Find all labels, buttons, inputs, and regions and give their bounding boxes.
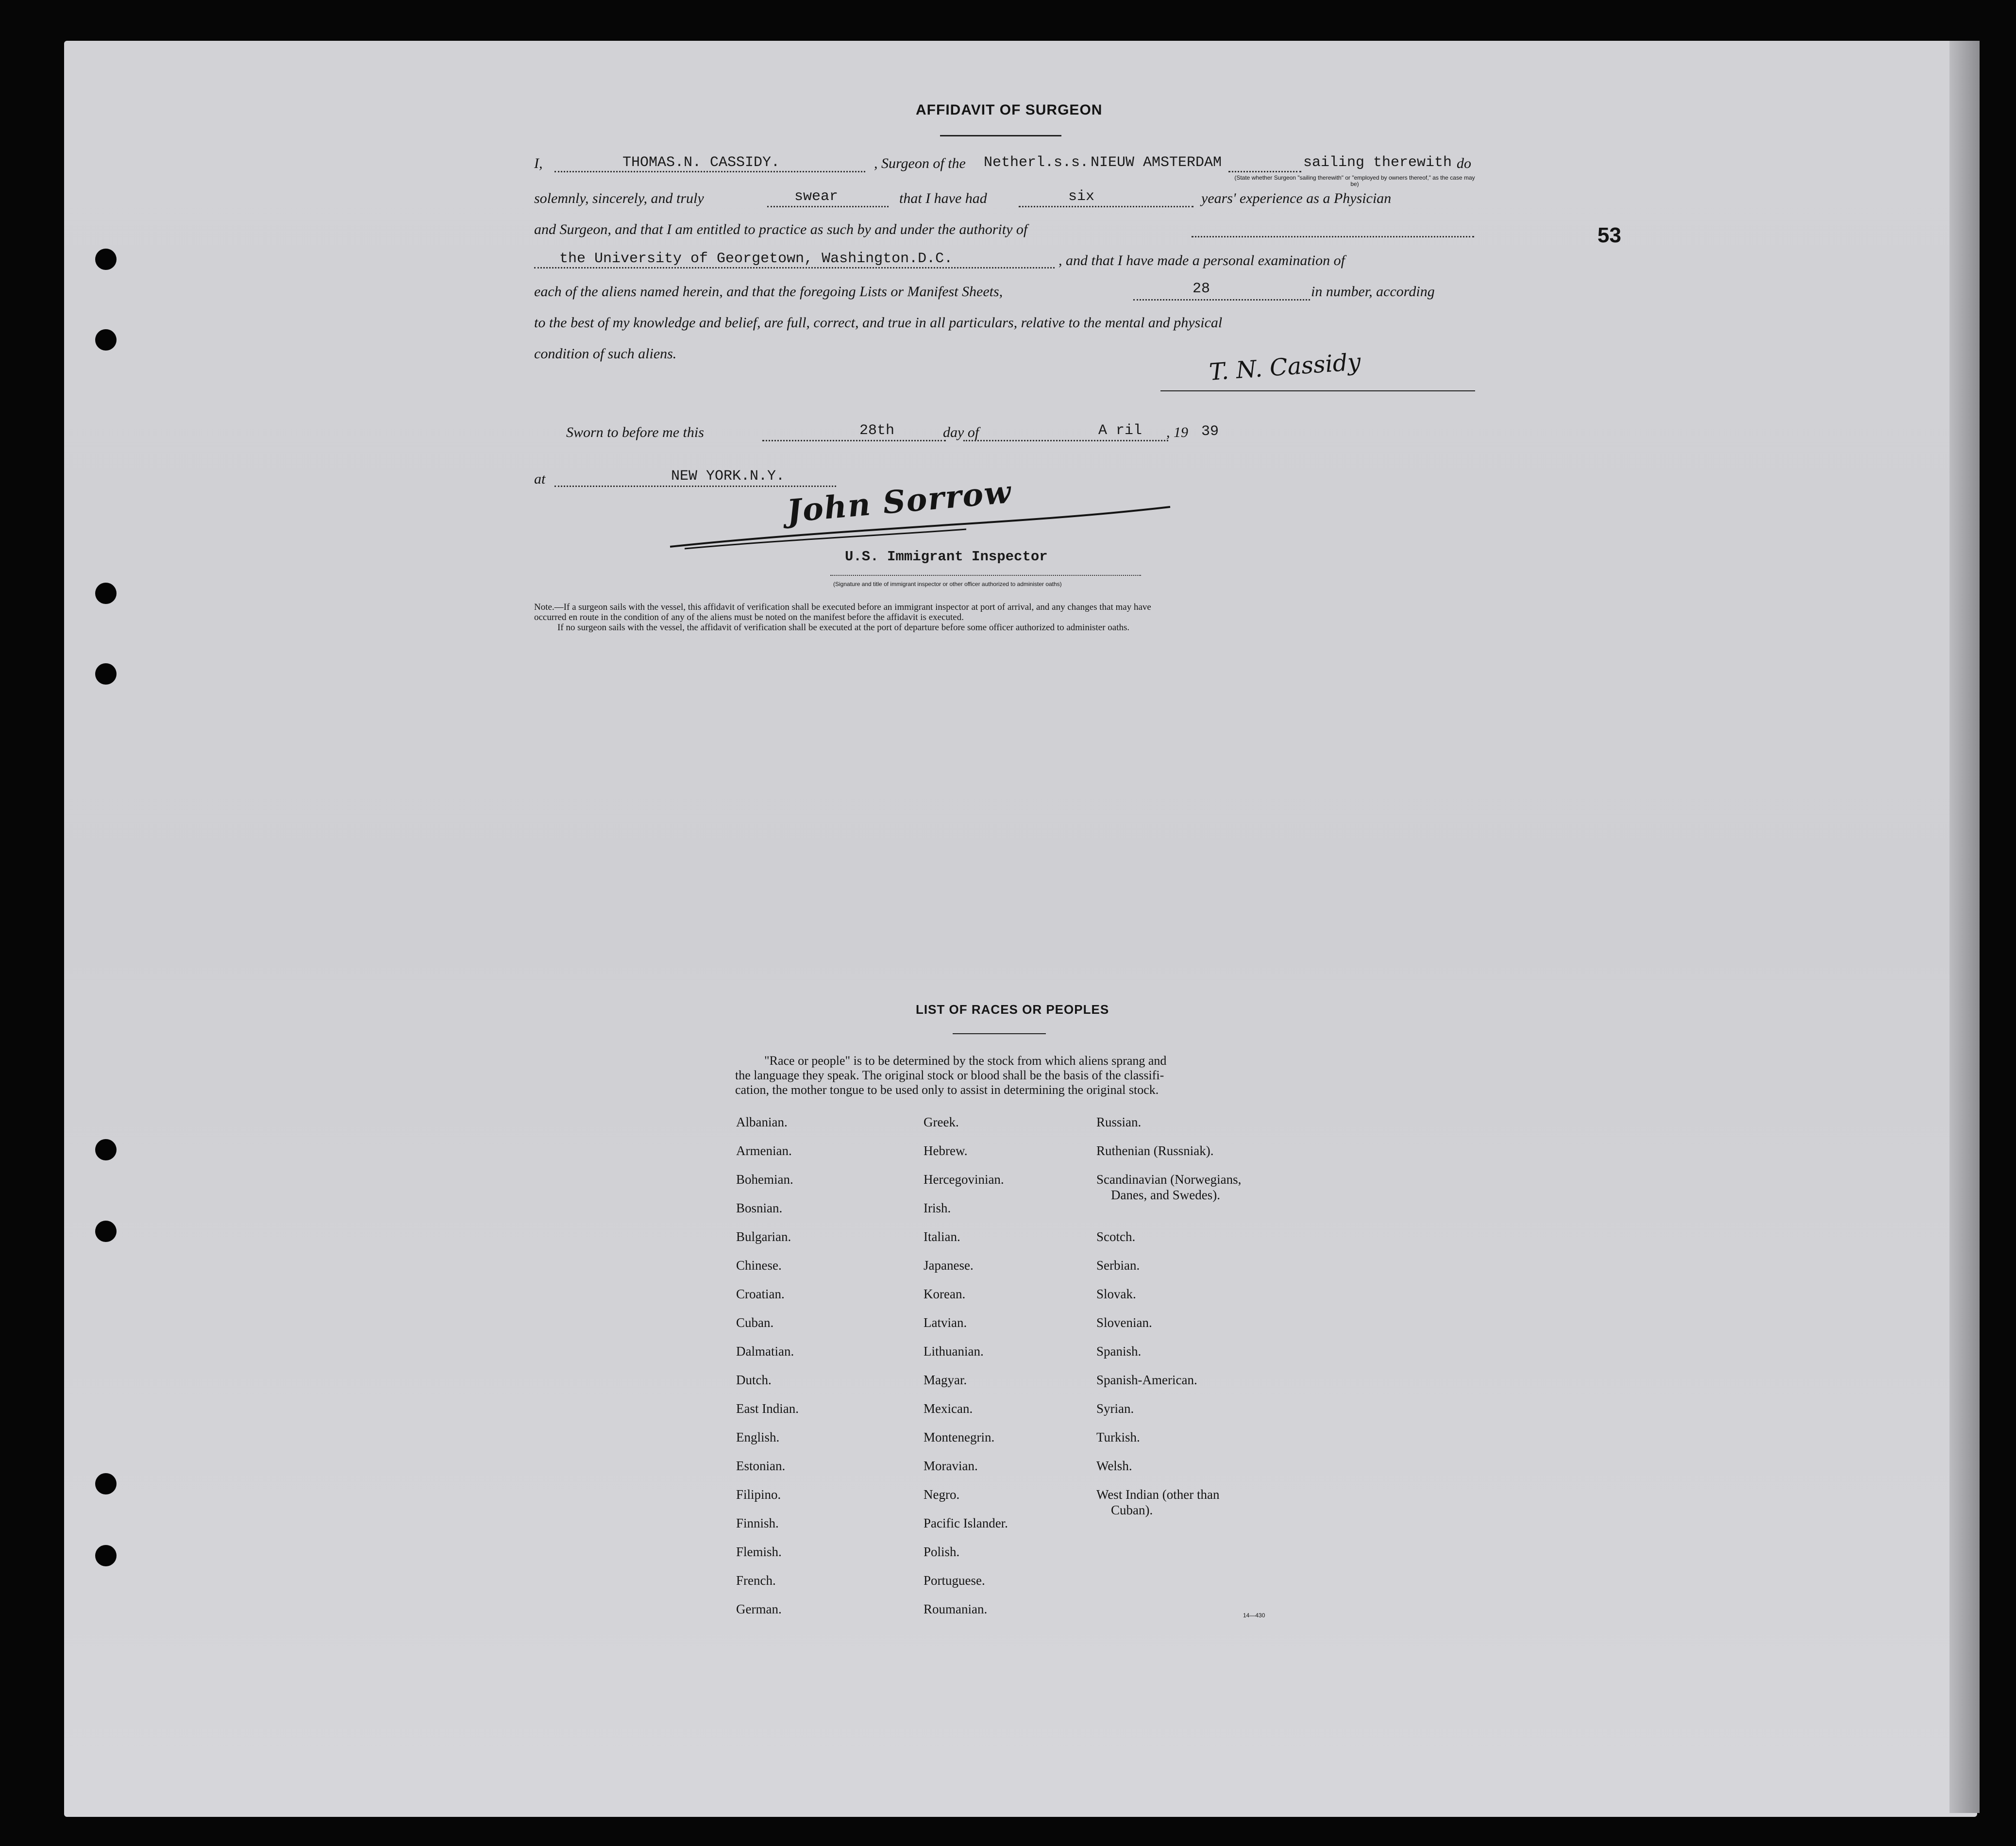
race-entry: West Indian (other than (1096, 1487, 1220, 1502)
race-entry: Slovak. (1096, 1287, 1136, 1301)
fill-line (554, 486, 836, 487)
sworn-month: A ril (1098, 422, 1142, 439)
binder-hole (95, 329, 117, 351)
sheet-count: 28 (1193, 281, 1210, 297)
title-rule (953, 1033, 1046, 1034)
fill-line (1228, 171, 1301, 172)
binder-hole (95, 249, 117, 270)
page-edge (1949, 41, 1980, 1813)
text-i: I, (534, 155, 543, 171)
binder-hole (95, 1139, 117, 1160)
race-entry: Turkish. (1096, 1430, 1140, 1444)
text-sworn: Sworn to before me this (566, 424, 704, 440)
race-entry: Magyar. (924, 1373, 967, 1387)
text-have-had: that I have had (899, 190, 987, 206)
sworn-day: 28th (859, 422, 895, 439)
sworn-year: 39 (1201, 423, 1219, 440)
page-number: 53 (1597, 223, 1621, 247)
race-entry: German. (736, 1602, 782, 1616)
race-entry: Irish. (924, 1201, 951, 1215)
text-solemnly: solemnly, sincerely, and truly (534, 190, 704, 206)
race-entry: Welsh. (1096, 1459, 1132, 1473)
bracket-note: (State whether Surgeon "sailing therewith" or "employed by owners thereof," as the case may be) (1234, 174, 1475, 187)
race-entry: Cuban. (736, 1315, 774, 1330)
races-title: LIST OF RACES OR PEOPLES (916, 1002, 1109, 1017)
race-entry: East Indian. (736, 1401, 799, 1416)
inspector-signature: John Sorrow (785, 473, 1013, 530)
text-years-exp: years' experience as a Physician (1201, 190, 1392, 206)
text-day-of: day of (943, 424, 979, 440)
race-entry: Negro. (924, 1487, 960, 1502)
fill-line (554, 171, 865, 172)
sailing-status: sailing therewith (1303, 154, 1452, 171)
fill-line (767, 206, 889, 207)
race-entry: Scotch. (1096, 1229, 1136, 1244)
signature-caption: (Signature and title of immigrant inspector or other officer authorized to administer oaths) (833, 581, 1062, 587)
race-entry: Slovenian. (1096, 1315, 1152, 1330)
race-entry: Hebrew. (924, 1143, 968, 1158)
race-entry: Bohemian. (736, 1172, 793, 1187)
oath-word: swear (794, 188, 839, 205)
race-entry: Pacific Islander. (924, 1516, 1008, 1530)
binder-hole (95, 663, 117, 685)
fill-line (963, 440, 1168, 441)
race-entry: Armenian. (736, 1143, 792, 1158)
years-experience: six (1068, 188, 1095, 205)
race-entry: Estonian. (736, 1459, 786, 1473)
fill-line (1192, 236, 1474, 237)
note-line: If no surgeon sails with the vessel, the affidavit of verification shall be executed at the port of departure before some officer authorized to administer oaths. (557, 622, 1130, 633)
race-entry: Danes, and Swedes). (1111, 1188, 1220, 1202)
race-entry: Latvian. (924, 1315, 967, 1330)
ship-name: NIEUW AMSTERDAM (1091, 154, 1222, 171)
race-entry: Chinese. (736, 1258, 782, 1273)
text-in-number: in number, according (1311, 284, 1435, 300)
race-entry: Bosnian. (736, 1201, 783, 1215)
race-entry: Flemish. (736, 1544, 782, 1559)
race-entry: English. (736, 1430, 780, 1444)
intro-line: "Race or people" is to be determined by the stock from which aliens sprang and (764, 1054, 1167, 1068)
race-entry: Russian. (1096, 1115, 1142, 1129)
document-page (64, 41, 1977, 1817)
text-do: do (1457, 155, 1471, 171)
affidavit-title: AFFIDAVIT OF SURGEON (916, 102, 1103, 118)
text-year-prefix: , 19 (1166, 424, 1188, 440)
text-at: at (534, 471, 546, 487)
binder-hole (95, 1545, 117, 1566)
race-entry: Korean. (924, 1287, 966, 1301)
ship-prefix: Netherl.s.s. (984, 154, 1089, 171)
form-number: 14—430 (1243, 1612, 1265, 1619)
race-entry: Moravian. (924, 1459, 978, 1473)
race-entry: Greek. (924, 1115, 959, 1129)
race-entry: Ruthenian (Russniak). (1096, 1143, 1214, 1158)
fill-line (1133, 299, 1310, 301)
race-entry: Lithuanian. (924, 1344, 984, 1359)
binder-hole (95, 1473, 117, 1494)
race-entry: Montenegrin. (924, 1430, 995, 1444)
surgeon-name: THOMAS.N. CASSIDY. (622, 154, 780, 171)
race-entry: Spanish-American. (1096, 1373, 1197, 1387)
race-entry: Bulgarian. (736, 1229, 791, 1244)
text-made-exam: , and that I have made a personal examination of (1058, 252, 1345, 269)
binder-hole (95, 583, 117, 604)
race-entry: Dutch. (736, 1373, 772, 1387)
intro-line: the language they speak. The original stock or blood shall be the basis of the classifi- (735, 1068, 1164, 1082)
text-surgeon-of: , Surgeon of the (874, 155, 966, 171)
fill-line (1019, 206, 1193, 207)
race-entry: Syrian. (1096, 1401, 1134, 1416)
race-entry: Scandinavian (Norwegians, (1096, 1172, 1242, 1187)
note-line: occurred en route in the condition of any of the aliens must be noted on the manifest before the affidavit is executed. (534, 612, 964, 622)
surgeon-signature: T. N. Cassidy (1208, 348, 1362, 386)
fill-line (830, 575, 1141, 576)
note-line: Note.—If a surgeon sails with the vessel, this affidavit of verification shall be executed before an immigrant inspector at port of arrival, and any changes that may have (534, 602, 1151, 612)
sworn-place: NEW YORK.N.Y. (671, 468, 785, 485)
race-entry: Croatian. (736, 1287, 785, 1301)
races-intro (735, 1054, 1274, 1097)
text-best: to the best of my knowledge and belief, are full, correct, and true in all particulars, relative to the mental and physical (534, 315, 1223, 331)
race-entry: Serbian. (1096, 1258, 1140, 1273)
race-entry: Dalmatian. (736, 1344, 794, 1359)
binder-hole (95, 1221, 117, 1242)
race-entry: Spanish. (1096, 1344, 1142, 1359)
race-entry: Roumanian. (924, 1602, 988, 1616)
race-entry: Mexican. (924, 1401, 973, 1416)
text-condition: condition of such aliens. (534, 346, 677, 362)
fill-line (534, 267, 1055, 269)
signature-line (1160, 390, 1475, 391)
race-entry: Cuban). (1111, 1503, 1153, 1517)
race-entry: Hercegovinian. (924, 1172, 1004, 1187)
race-entry: Polish. (924, 1544, 960, 1559)
title-rule (940, 135, 1061, 136)
text-and-surgeon: and Surgeon, and that I am entitled to practice as such by and under the authority of (534, 221, 1028, 237)
authority: the University of Georgetown, Washington.D.C. (559, 251, 953, 267)
fill-line (762, 440, 946, 441)
race-entry: Filipino. (736, 1487, 781, 1502)
race-entry: Portuguese. (924, 1573, 985, 1588)
race-entry: Italian. (924, 1229, 960, 1244)
race-entry: Japanese. (924, 1258, 974, 1273)
race-entry: Albanian. (736, 1115, 788, 1129)
text-each-alien: each of the aliens named herein, and that the foregoing Lists or Manifest Sheets, (534, 284, 1003, 300)
officer-title: U.S. Immigrant Inspector (845, 549, 1048, 565)
race-entry: French. (736, 1573, 776, 1588)
intro-line: cation, the mother tongue to be used only to assist in determining the original stock. (735, 1083, 1159, 1097)
race-entry: Finnish. (736, 1516, 779, 1530)
